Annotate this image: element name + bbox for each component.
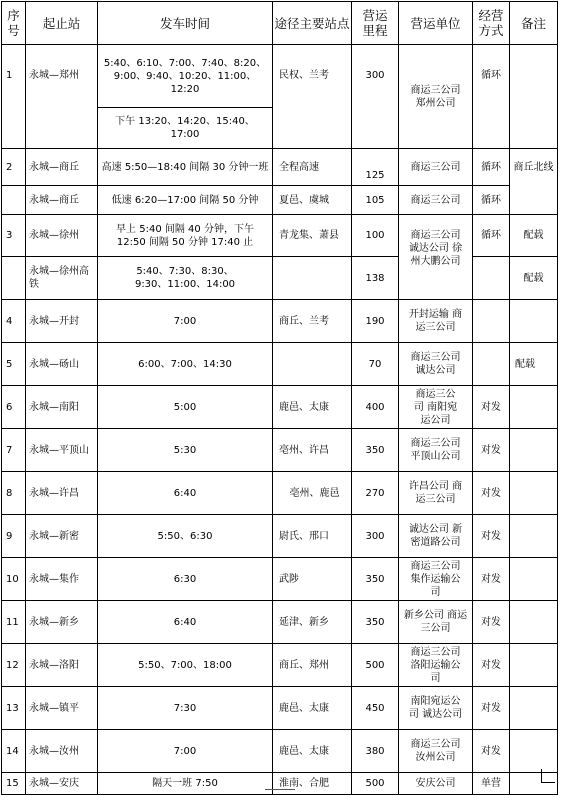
cell-distance: 138 [352,257,399,300]
cell-via: 鹿邑、太康 [273,386,352,429]
cell-notes [510,730,558,773]
cell-operator: 安庆公司 [399,773,473,795]
header-seq: 序号 [2,2,26,45]
cell-operator: 商运三公司 诚达公司 [399,343,473,386]
cell-notes: 商丘北线 [510,149,558,215]
cell-seq: 6 [2,386,26,429]
cell-times: 隔天一班 7:50 [98,773,273,795]
cell-via: 武陟 [273,558,352,601]
cell-mode: 对发 [473,601,510,644]
cell-mode: 对发 [473,558,510,601]
cell-operator: 商运三公司 [399,186,473,215]
cell-mode: 循环 [473,149,510,186]
table-row [2,215,558,257]
cell-via: 商丘、兰考 [273,300,352,343]
cell-distance: 450 [352,687,399,730]
cell-route: 永城—安庆 [26,773,98,795]
cell-seq: 8 [2,472,26,515]
cell-route: 永城—商丘 [26,149,98,186]
cell-times: 6:40 [98,601,273,644]
cell-times: 5:50、6:30 [98,515,273,558]
cell-seq: 1 [2,45,26,149]
cell-route: 永城—集作 [26,558,98,601]
cell-times: 5:00 [98,386,273,429]
cell-times: 高速 5:50—18:40 间隔 30 分钟一班 [98,149,273,186]
cell-route: 永城—商丘 [26,186,98,215]
page-edge-line [265,789,295,790]
cell-distance: 350 [352,429,399,472]
cell-seq: 2 [2,149,26,186]
cell-notes [510,515,558,558]
header-row [2,2,558,45]
cell-operator: 许昌公司 商运三公司 [399,472,473,515]
header-operator: 营运单位 [399,2,473,45]
cell-notes [510,601,558,644]
cell-mode: 对发 [473,687,510,730]
header-times: 发车时间 [98,2,273,45]
cell-route: 永城—新乡 [26,601,98,644]
cell-distance: 270 [352,472,399,515]
table-row [2,149,558,186]
header-via: 途径主要站点 [273,2,352,45]
header-mode: 经营方式 [473,2,510,45]
table-row [2,601,558,644]
cell-mode: 单营 [473,773,510,795]
cell-operator: 开封运输 商运三公司 [399,300,473,343]
cell-times: 下午 13:20、14:20、15:40、17:00 [98,108,273,149]
cell-seq: 13 [2,687,26,730]
cell-distance: 300 [352,45,399,149]
cell-notes [510,300,558,343]
header-route: 起止站 [26,2,98,45]
cell-mode: 对发 [473,730,510,773]
header-distance: 营运里程 [352,2,399,45]
cell-mode: 循环 [473,45,510,149]
cell-times: 5:40、7:30、8:30、9:30、11:00、14:00 [98,257,273,300]
table-row [2,257,558,300]
cell-seq: 11 [2,601,26,644]
cell-times: 7:00 [98,300,273,343]
cell-via: 商丘、郑州 [273,644,352,687]
table-row [2,644,558,687]
cell-operator: 商运三公司 郑州公司 [399,45,473,149]
cell-distance: 300 [352,515,399,558]
cell-operator: 商运三公司 汝州公司 [399,730,473,773]
cell-operator: 商运三公司 洛阳运输公司 [399,644,473,687]
cell-distance: 350 [352,601,399,644]
cell-via [273,343,352,386]
cell-seq: 15 [2,773,26,795]
cell-notes: 配载 [510,343,558,386]
cell-times: 7:00 [98,730,273,773]
cell-distance: 500 [352,773,399,795]
cell-mode: 对发 [473,515,510,558]
cell-notes [510,45,558,149]
cell-operator: 商运三公司 [399,149,473,186]
cell-mode [473,257,510,300]
cell-seq: 14 [2,730,26,773]
cell-operator: 商运三公司 诚达公司 徐州大鹏公司 [399,215,473,300]
table-row [2,45,558,108]
cell-mode: 对发 [473,644,510,687]
cell-route: 永城—徐州高铁 [26,257,98,300]
cell-notes: 配载 [510,215,558,257]
cell-mode: 循环 [473,215,510,257]
table-row [2,386,558,429]
cell-notes [510,558,558,601]
cell-seq: 10 [2,558,26,601]
cell-distance: 380 [352,730,399,773]
cell-times: 6:40 [98,472,273,515]
cell-distance: 100 [352,215,399,257]
cell-notes [510,429,558,472]
cell-times: 5:30 [98,429,273,472]
cell-notes: 配载 [510,257,558,300]
table-row [2,300,558,343]
cell-via: 鹿邑、太康 [273,687,352,730]
table-row [2,186,558,215]
cell-mode: 对发 [473,472,510,515]
cell-route: 永城—砀山 [26,343,98,386]
cell-via: 夏邑、虞城 [273,186,352,215]
cell-seq: 4 [2,300,26,343]
header-notes: 备注 [510,2,558,45]
cell-times: 6:30 [98,558,273,601]
cell-via: 亳州、许昌 [273,429,352,472]
cell-mode: 对发 [473,386,510,429]
cell-seq: 3 [2,215,26,257]
cell-distance: 105 [352,186,399,215]
table-row [2,515,558,558]
cell-operator: 南阳宛运公司 诚达公司 [399,687,473,730]
cell-operator: 新乡公司 商运三公司 [399,601,473,644]
cell-distance: 400 [352,386,399,429]
cell-notes [510,386,558,429]
cell-distance: 125 [352,149,399,186]
cell-route: 永城—汝州 [26,730,98,773]
table-row [2,472,558,515]
cell-seq: 9 [2,515,26,558]
bus-schedule-table [1,1,558,795]
cell-via: 鹿邑、太康 [273,730,352,773]
cell-via: 亳州、鹿邑 [273,472,352,515]
cell-mode [473,300,510,343]
cell-mode [473,343,510,386]
cell-notes [510,687,558,730]
cell-route: 永城—郑州 [26,45,98,149]
table-row [2,730,558,773]
corner-mark [541,769,555,783]
cell-seq [2,257,26,300]
cell-notes [510,644,558,687]
cell-times: 5:50、7:00、18:00 [98,644,273,687]
cell-via: 淮南、合肥 [273,773,352,795]
cell-times: 5:40、6:10、7:00、7:40、8:20、9:00、9:40、10:20、11:00、12:20 [98,45,273,108]
cell-via [273,257,352,300]
cell-route: 永城—新密 [26,515,98,558]
cell-times: 低速 6:20—17:00 间隔 50 分钟 [98,186,273,215]
cell-seq [2,186,26,215]
table-row [2,773,558,795]
cell-operator: 诚达公司 新密道路公司 [399,515,473,558]
cell-route: 永城—徐州 [26,215,98,257]
cell-times: 7:30 [98,687,273,730]
cell-distance: 190 [352,300,399,343]
cell-route: 永城—镇平 [26,687,98,730]
cell-operator: 商运三公司 集作运输公司 [399,558,473,601]
cell-seq: 5 [2,343,26,386]
cell-route: 永城—许昌 [26,472,98,515]
cell-route: 永城—南阳 [26,386,98,429]
cell-notes [510,472,558,515]
table-row [2,687,558,730]
cell-seq: 12 [2,644,26,687]
cell-route: 永城—开封 [26,300,98,343]
cell-via: 青龙集、萧县 [273,215,352,257]
cell-via: 民权、兰考 [273,45,352,149]
cell-times: 早上 5:40 间隔 40 分钟，下午 12:50 间隔 50 分钟 17:40 止 [98,215,273,257]
cell-mode: 循环 [473,186,510,215]
cell-times: 6:00、7:00、14:30 [98,343,273,386]
cell-operator: 商运三公司 平顶山公司 [399,429,473,472]
table-row [2,343,558,386]
cell-route: 永城—洛阳 [26,644,98,687]
cell-operator: 商运三公司 南阳宛运公司 [399,386,473,429]
cell-distance: 350 [352,558,399,601]
cell-via: 全程高速 [273,149,352,186]
table-row [2,429,558,472]
cell-distance: 500 [352,644,399,687]
cell-via: 尉氏、邢口 [273,515,352,558]
cell-distance: 70 [352,343,399,386]
table-row [2,558,558,601]
cell-route: 永城—平顶山 [26,429,98,472]
cell-mode: 对发 [473,429,510,472]
cell-via: 延津、新乡 [273,601,352,644]
cell-seq: 7 [2,429,26,472]
